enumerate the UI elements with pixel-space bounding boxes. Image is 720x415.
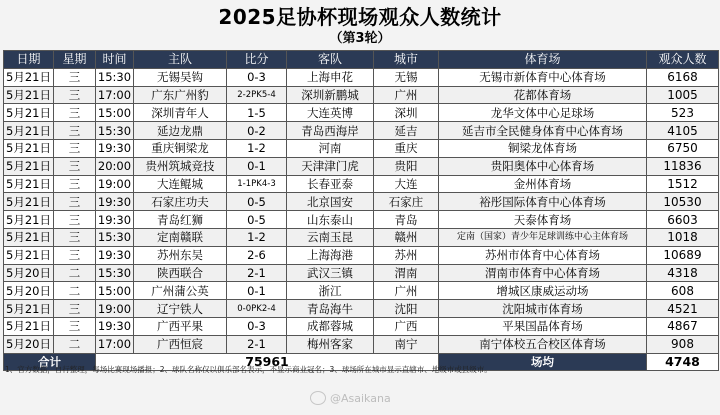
cell-away-team: 成都蓉城 bbox=[287, 317, 374, 335]
cell-weekday: 三 bbox=[54, 68, 96, 86]
cell-time: 15:30 bbox=[96, 122, 134, 140]
watermark bbox=[310, 391, 391, 405]
cell-score: 0-1 bbox=[227, 282, 287, 300]
cell-stadium: 苏州市体育中心体育场 bbox=[439, 246, 647, 264]
col-header-city: 城市 bbox=[374, 51, 439, 69]
cell-home-team: 苏州东吴 bbox=[134, 246, 227, 264]
cell-score: 2-1 bbox=[227, 264, 287, 282]
cell-score: 2-1 bbox=[227, 335, 287, 353]
cell-city: 延吉 bbox=[374, 122, 439, 140]
cell-home-team: 深圳青年人 bbox=[134, 104, 227, 122]
cell-attendance: 4521 bbox=[647, 300, 719, 318]
cell-city: 广州 bbox=[374, 86, 439, 104]
cell-home-team: 无锡吴钩 bbox=[134, 68, 227, 86]
cell-date: 5月21日 bbox=[4, 68, 54, 86]
cell-date: 5月21日 bbox=[4, 317, 54, 335]
cell-away-team: 青岛西海岸 bbox=[287, 122, 374, 140]
cell-time: 19:30 bbox=[96, 211, 134, 229]
cell-weekday: 三 bbox=[54, 211, 96, 229]
cell-attendance: 1005 bbox=[647, 86, 719, 104]
cell-away-team: 北京国安 bbox=[287, 193, 374, 211]
cell-city: 石家庄 bbox=[374, 193, 439, 211]
cell-weekday: 三 bbox=[54, 122, 96, 140]
cell-date: 5月21日 bbox=[4, 86, 54, 104]
cell-away-team: 河南 bbox=[287, 139, 374, 157]
cell-city: 深圳 bbox=[374, 104, 439, 122]
cell-time: 15:00 bbox=[96, 282, 134, 300]
cell-time: 15:30 bbox=[96, 68, 134, 86]
cell-stadium: 渭南市体育中心体育场 bbox=[439, 264, 647, 282]
table-row bbox=[4, 193, 719, 211]
cell-score: 0-5 bbox=[227, 193, 287, 211]
watermark-text: @Asaikana bbox=[330, 391, 391, 405]
cell-stadium: 定南（国家）青少年足球训练中心主体育场 bbox=[439, 228, 647, 246]
cell-score: 2-6 bbox=[227, 246, 287, 264]
cell-city: 渭南 bbox=[374, 264, 439, 282]
cell-date: 5月21日 bbox=[4, 211, 54, 229]
cell-score: 0-2 bbox=[227, 122, 287, 140]
cell-home-team: 重庆铜梁龙 bbox=[134, 139, 227, 157]
cell-time: 15:30 bbox=[96, 228, 134, 246]
cell-stadium: 铜梁龙体育场 bbox=[439, 139, 647, 157]
cell-home-team: 青岛红狮 bbox=[134, 211, 227, 229]
footnote: 1、官方数据，自行整理，每场比赛现场播报；2、球队名称仅以俱乐部名表示，不显示商业冠名；3、球场所在城市显示直辖市、地级市或县级市。 bbox=[5, 365, 492, 374]
table-row bbox=[4, 228, 719, 246]
cell-date: 5月20日 bbox=[4, 282, 54, 300]
table-row bbox=[4, 104, 719, 122]
cell-home-team: 定南赣联 bbox=[134, 228, 227, 246]
cell-weekday: 三 bbox=[54, 317, 96, 335]
cell-home-team: 石家庄功夫 bbox=[134, 193, 227, 211]
cell-time: 19:30 bbox=[96, 193, 134, 211]
cell-time: 17:00 bbox=[96, 335, 134, 353]
cell-attendance: 6750 bbox=[647, 139, 719, 157]
cell-city: 广州 bbox=[374, 282, 439, 300]
cell-city: 南宁 bbox=[374, 335, 439, 353]
cell-away-team: 天津津门虎 bbox=[287, 157, 374, 175]
cell-stadium: 裕彤国际体育中心体育场 bbox=[439, 193, 647, 211]
table-row bbox=[4, 68, 719, 86]
attendance-table bbox=[3, 50, 719, 371]
table-row bbox=[4, 246, 719, 264]
cell-stadium: 金州体育场 bbox=[439, 175, 647, 193]
cell-date: 5月21日 bbox=[4, 193, 54, 211]
cell-weekday: 三 bbox=[54, 193, 96, 211]
cell-time: 19:00 bbox=[96, 175, 134, 193]
cell-weekday: 二 bbox=[54, 264, 96, 282]
cell-away-team: 上海海港 bbox=[287, 246, 374, 264]
cell-score: 0-0PK2-4 bbox=[227, 300, 287, 318]
col-header-away: 客队 bbox=[287, 51, 374, 69]
cell-attendance: 6168 bbox=[647, 68, 719, 86]
cell-date: 5月20日 bbox=[4, 264, 54, 282]
table-row bbox=[4, 122, 719, 140]
cell-attendance: 10689 bbox=[647, 246, 719, 264]
cell-home-team: 广西恒宸 bbox=[134, 335, 227, 353]
page-subtitle: （第3轮） bbox=[329, 31, 391, 46]
cell-score: 1-2 bbox=[227, 228, 287, 246]
cell-away-team: 山东泰山 bbox=[287, 211, 374, 229]
total-label: 合计 bbox=[4, 353, 96, 371]
table-row bbox=[4, 282, 719, 300]
cell-stadium: 沈阳城市体育场 bbox=[439, 300, 647, 318]
cell-city: 广西 bbox=[374, 317, 439, 335]
cell-score: 0-3 bbox=[227, 68, 287, 86]
cell-city: 重庆 bbox=[374, 139, 439, 157]
cell-date: 5月21日 bbox=[4, 122, 54, 140]
cell-time: 19:30 bbox=[96, 317, 134, 335]
table-row bbox=[4, 317, 719, 335]
cell-stadium: 无锡市新体育中心体育场 bbox=[439, 68, 647, 86]
cell-attendance: 4105 bbox=[647, 122, 719, 140]
cell-date: 5月21日 bbox=[4, 175, 54, 193]
cell-attendance: 4318 bbox=[647, 264, 719, 282]
cell-weekday: 三 bbox=[54, 104, 96, 122]
cell-city: 贵阳 bbox=[374, 157, 439, 175]
cell-attendance: 11836 bbox=[647, 157, 719, 175]
col-header-stadium: 体育场 bbox=[439, 51, 647, 69]
cell-time: 15:00 bbox=[96, 104, 134, 122]
cell-time: 17:00 bbox=[96, 86, 134, 104]
total-value: 75961 bbox=[96, 353, 439, 371]
cell-date: 5月20日 bbox=[4, 335, 54, 353]
cell-score: 1-1PK4-3 bbox=[227, 175, 287, 193]
header-row bbox=[4, 51, 719, 69]
cell-city: 苏州 bbox=[374, 246, 439, 264]
table-row bbox=[4, 335, 719, 353]
cell-home-team: 贵州筑城竞技 bbox=[134, 157, 227, 175]
cell-weekday: 二 bbox=[54, 282, 96, 300]
cell-away-team: 青岛海牛 bbox=[287, 300, 374, 318]
weibo-icon bbox=[310, 391, 326, 405]
cell-stadium: 龙华文体中心足球场 bbox=[439, 104, 647, 122]
average-value: 4748 bbox=[647, 353, 719, 371]
cell-attendance: 608 bbox=[647, 282, 719, 300]
table-row bbox=[4, 211, 719, 229]
cell-weekday: 三 bbox=[54, 300, 96, 318]
cell-attendance: 1018 bbox=[647, 228, 719, 246]
cell-date: 5月21日 bbox=[4, 300, 54, 318]
cell-stadium: 南宁体校五合校区体育场 bbox=[439, 335, 647, 353]
average-label: 场均 bbox=[439, 353, 647, 371]
cell-attendance: 4867 bbox=[647, 317, 719, 335]
cell-home-team: 延边龙鼎 bbox=[134, 122, 227, 140]
cell-attendance: 6603 bbox=[647, 211, 719, 229]
cell-attendance: 10530 bbox=[647, 193, 719, 211]
cell-weekday: 三 bbox=[54, 228, 96, 246]
col-header-home: 主队 bbox=[134, 51, 227, 69]
cell-home-team: 广东广州豹 bbox=[134, 86, 227, 104]
cell-time: 19:00 bbox=[96, 300, 134, 318]
cell-weekday: 三 bbox=[54, 157, 96, 175]
cell-home-team: 广西平果 bbox=[134, 317, 227, 335]
cell-attendance: 908 bbox=[647, 335, 719, 353]
cell-stadium: 贵阳奥体中心体育场 bbox=[439, 157, 647, 175]
cell-weekday: 二 bbox=[54, 335, 96, 353]
cell-score: 1-5 bbox=[227, 104, 287, 122]
cell-away-team: 云南玉昆 bbox=[287, 228, 374, 246]
cell-city: 赣州 bbox=[374, 228, 439, 246]
cell-city: 无锡 bbox=[374, 68, 439, 86]
table-row bbox=[4, 157, 719, 175]
col-header-score: 比分 bbox=[227, 51, 287, 69]
cell-away-team: 武汉三镇 bbox=[287, 264, 374, 282]
cell-date: 5月21日 bbox=[4, 139, 54, 157]
cell-attendance: 523 bbox=[647, 104, 719, 122]
table-row bbox=[4, 175, 719, 193]
table-row bbox=[4, 86, 719, 104]
cell-stadium: 花都体育场 bbox=[439, 86, 647, 104]
cell-time: 15:30 bbox=[96, 264, 134, 282]
table-row bbox=[4, 264, 719, 282]
cell-home-team: 广州蒲公英 bbox=[134, 282, 227, 300]
cell-weekday: 三 bbox=[54, 175, 96, 193]
table-row bbox=[4, 300, 719, 318]
cell-stadium: 增城区康威运动场 bbox=[439, 282, 647, 300]
cell-score: 0-1 bbox=[227, 157, 287, 175]
cell-weekday: 三 bbox=[54, 246, 96, 264]
cell-away-team: 长春亚泰 bbox=[287, 175, 374, 193]
cell-stadium: 天泰体育场 bbox=[439, 211, 647, 229]
cell-stadium: 平果国晶体育场 bbox=[439, 317, 647, 335]
cell-home-team: 陕西联合 bbox=[134, 264, 227, 282]
cell-away-team: 深圳新鹏城 bbox=[287, 86, 374, 104]
col-header-date: 日期 bbox=[4, 51, 54, 69]
cell-weekday: 三 bbox=[54, 86, 96, 104]
cell-attendance: 1512 bbox=[647, 175, 719, 193]
cell-away-team: 梅州客家 bbox=[287, 335, 374, 353]
cell-away-team: 上海申花 bbox=[287, 68, 374, 86]
col-header-weekday: 星期 bbox=[54, 51, 96, 69]
cell-away-team: 大连英博 bbox=[287, 104, 374, 122]
cell-city: 大连 bbox=[374, 175, 439, 193]
cell-city: 青岛 bbox=[374, 211, 439, 229]
cell-time: 19:30 bbox=[96, 139, 134, 157]
cell-date: 5月21日 bbox=[4, 246, 54, 264]
cell-home-team: 大连鲲城 bbox=[134, 175, 227, 193]
cell-score: 1-2 bbox=[227, 139, 287, 157]
col-header-time: 时间 bbox=[96, 51, 134, 69]
cell-score: 0-5 bbox=[227, 211, 287, 229]
cell-score: 2-2PK5-4 bbox=[227, 86, 287, 104]
page-title: 2025足协杯现场观众人数统计 bbox=[218, 5, 502, 29]
cell-score: 0-3 bbox=[227, 317, 287, 335]
cell-date: 5月21日 bbox=[4, 104, 54, 122]
cell-time: 19:30 bbox=[96, 246, 134, 264]
cell-weekday: 三 bbox=[54, 139, 96, 157]
cell-time: 20:00 bbox=[96, 157, 134, 175]
col-header-attendance: 观众人数 bbox=[647, 51, 719, 69]
cell-stadium: 延吉市全民健身体育中心体育场 bbox=[439, 122, 647, 140]
cell-date: 5月21日 bbox=[4, 157, 54, 175]
table-row bbox=[4, 139, 719, 157]
cell-date: 5月21日 bbox=[4, 228, 54, 246]
cell-home-team: 辽宁铁人 bbox=[134, 300, 227, 318]
cell-away-team: 浙江 bbox=[287, 282, 374, 300]
cell-city: 沈阳 bbox=[374, 300, 439, 318]
